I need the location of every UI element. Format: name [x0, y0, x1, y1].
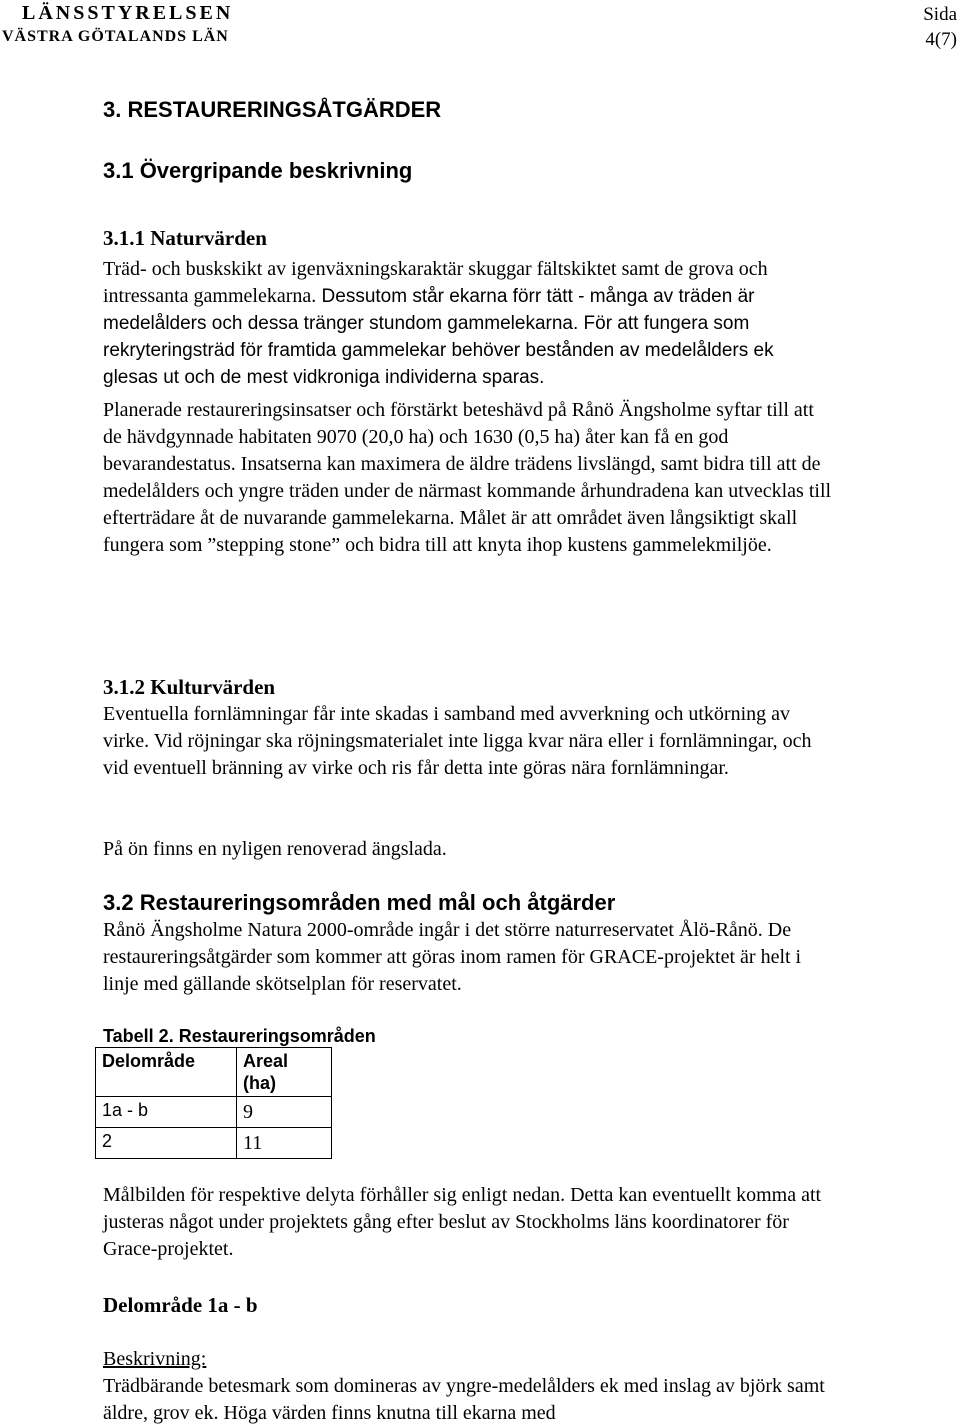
table-row: [96, 1128, 332, 1159]
page-label: Sida: [923, 4, 957, 25]
naturvarden-paragraph-1: [103, 256, 833, 391]
restaureringsomraden-paragraph: Rånö Ängsholme Natura 2000-område ingår i det större naturreservatet Ålö-Rånö. De restaureringsåtgärder som kommer att göras inom ramen för GRACE-projektet är helt i linje med gällande skötselplan för reservatet.: [103, 919, 802, 995]
restaureringsomraden-heading: 3.2 Restaureringsområden med mål och åtgärder: [103, 890, 616, 915]
table-row: [96, 1097, 332, 1128]
page-number-block: [923, 2, 957, 52]
table-cell: [96, 1097, 237, 1128]
subsection-heading: 3.1 Övergripande beskrivning: [103, 158, 413, 183]
logo-agency-name: LÄNSSTYRELSEN: [22, 2, 234, 24]
table-cell: [96, 1128, 237, 1159]
naturvarden-paragraph-1-part-a: Träd- och buskskikt av igenväxningskaraktär skuggar fältskiktet samt de grova och intressanta gammelekarna.: [103, 258, 768, 307]
area-hectares: 11: [243, 1132, 263, 1154]
area-name: 1a - b: [102, 1100, 149, 1120]
naturvarden-paragraph-1-part-b: Dessutom står ekarna förr tätt - många av träden är medelålders och dessa tränger stundom gammelekarna. För att fungera som rekryteringsträd för framtida gammelekar behöver bestånden av medelålders ek glesas ut och de mest vidkroniga individerna sparas.: [103, 286, 774, 388]
area-name: 2: [102, 1131, 113, 1151]
kulturvarden-paragraph-1: Eventuella fornlämningar får inte skadas i samband med avverkning och utkörning av virke. Vid röjningar ska röjningsmaterialet inte ligga kvar nära eller i fornlämningar, och vid eventuell bränning av virke och ris får detta inte göras nära fornlämningar.: [103, 703, 812, 779]
table-cell: [237, 1128, 332, 1159]
section-heading: 3. RESTAURERINGSÅTGÄRDER: [103, 97, 442, 122]
page-number: 4(7): [925, 29, 957, 50]
table-caption: Tabell 2. Restaureringsområden: [103, 1026, 376, 1046]
table-header-cell: [96, 1048, 237, 1097]
kulturvarden-paragraph-2: På ön finns en nyligen renoverad ängslada.: [103, 838, 447, 860]
table-header-row: [96, 1048, 332, 1097]
naturvarden-heading: 3.1.1 Naturvärden: [103, 226, 267, 250]
kulturvarden-heading: 3.1.2 Kulturvärden: [103, 675, 276, 699]
malbild-paragraph: Målbilden för respektive delyta förhåller sig enligt nedan. Detta kan eventuellt komma att justeras något under projektets gång efter beslut av Stockholms läns koordinatorer för Grace-projektet.: [103, 1184, 822, 1260]
agency-logo: [2, 2, 233, 47]
areas-table: [95, 1047, 332, 1159]
table-cell: [237, 1097, 332, 1128]
logo-county-name: VÄSTRA GÖTALANDS LÄN: [2, 28, 229, 45]
beskrivning-label: Beskrivning:: [103, 1348, 207, 1370]
beskrivning-text: Trädbärande betesmark som domineras av yngre-medelålders ek med inslag av björk samt äldre, grov ek. Höga värden finns knutna till ekarna med: [103, 1375, 825, 1424]
delomrade-heading: Delområde 1a - b: [103, 1293, 258, 1317]
table-header-cell: [237, 1048, 332, 1097]
col1-header: Delområde: [102, 1051, 196, 1071]
col2-header: Areal (ha): [243, 1051, 289, 1093]
area-hectares: 9: [243, 1101, 253, 1123]
naturvarden-paragraph-2: Planerade restaureringsinsatser och förstärkt beteshävd på Rånö Ängsholme syftar till att de hävdgynnade habitaten 9070 (20,0 ha) och 1630 (0,5 ha) åter kan få en god bevarandestatus. Insatserna kan maximera de äldre trädens livslängd, samt bidra till att de medelålders och yngre träden under de närmast kommande århundradena kan utvecklas till efterträdare åt de nuvarande gammelekarna. Målet är att området även långsiktigt skall fungera som ”stepping stone” och bidra till att knyta ihop kustens gammelekmiljöe.: [103, 399, 832, 556]
